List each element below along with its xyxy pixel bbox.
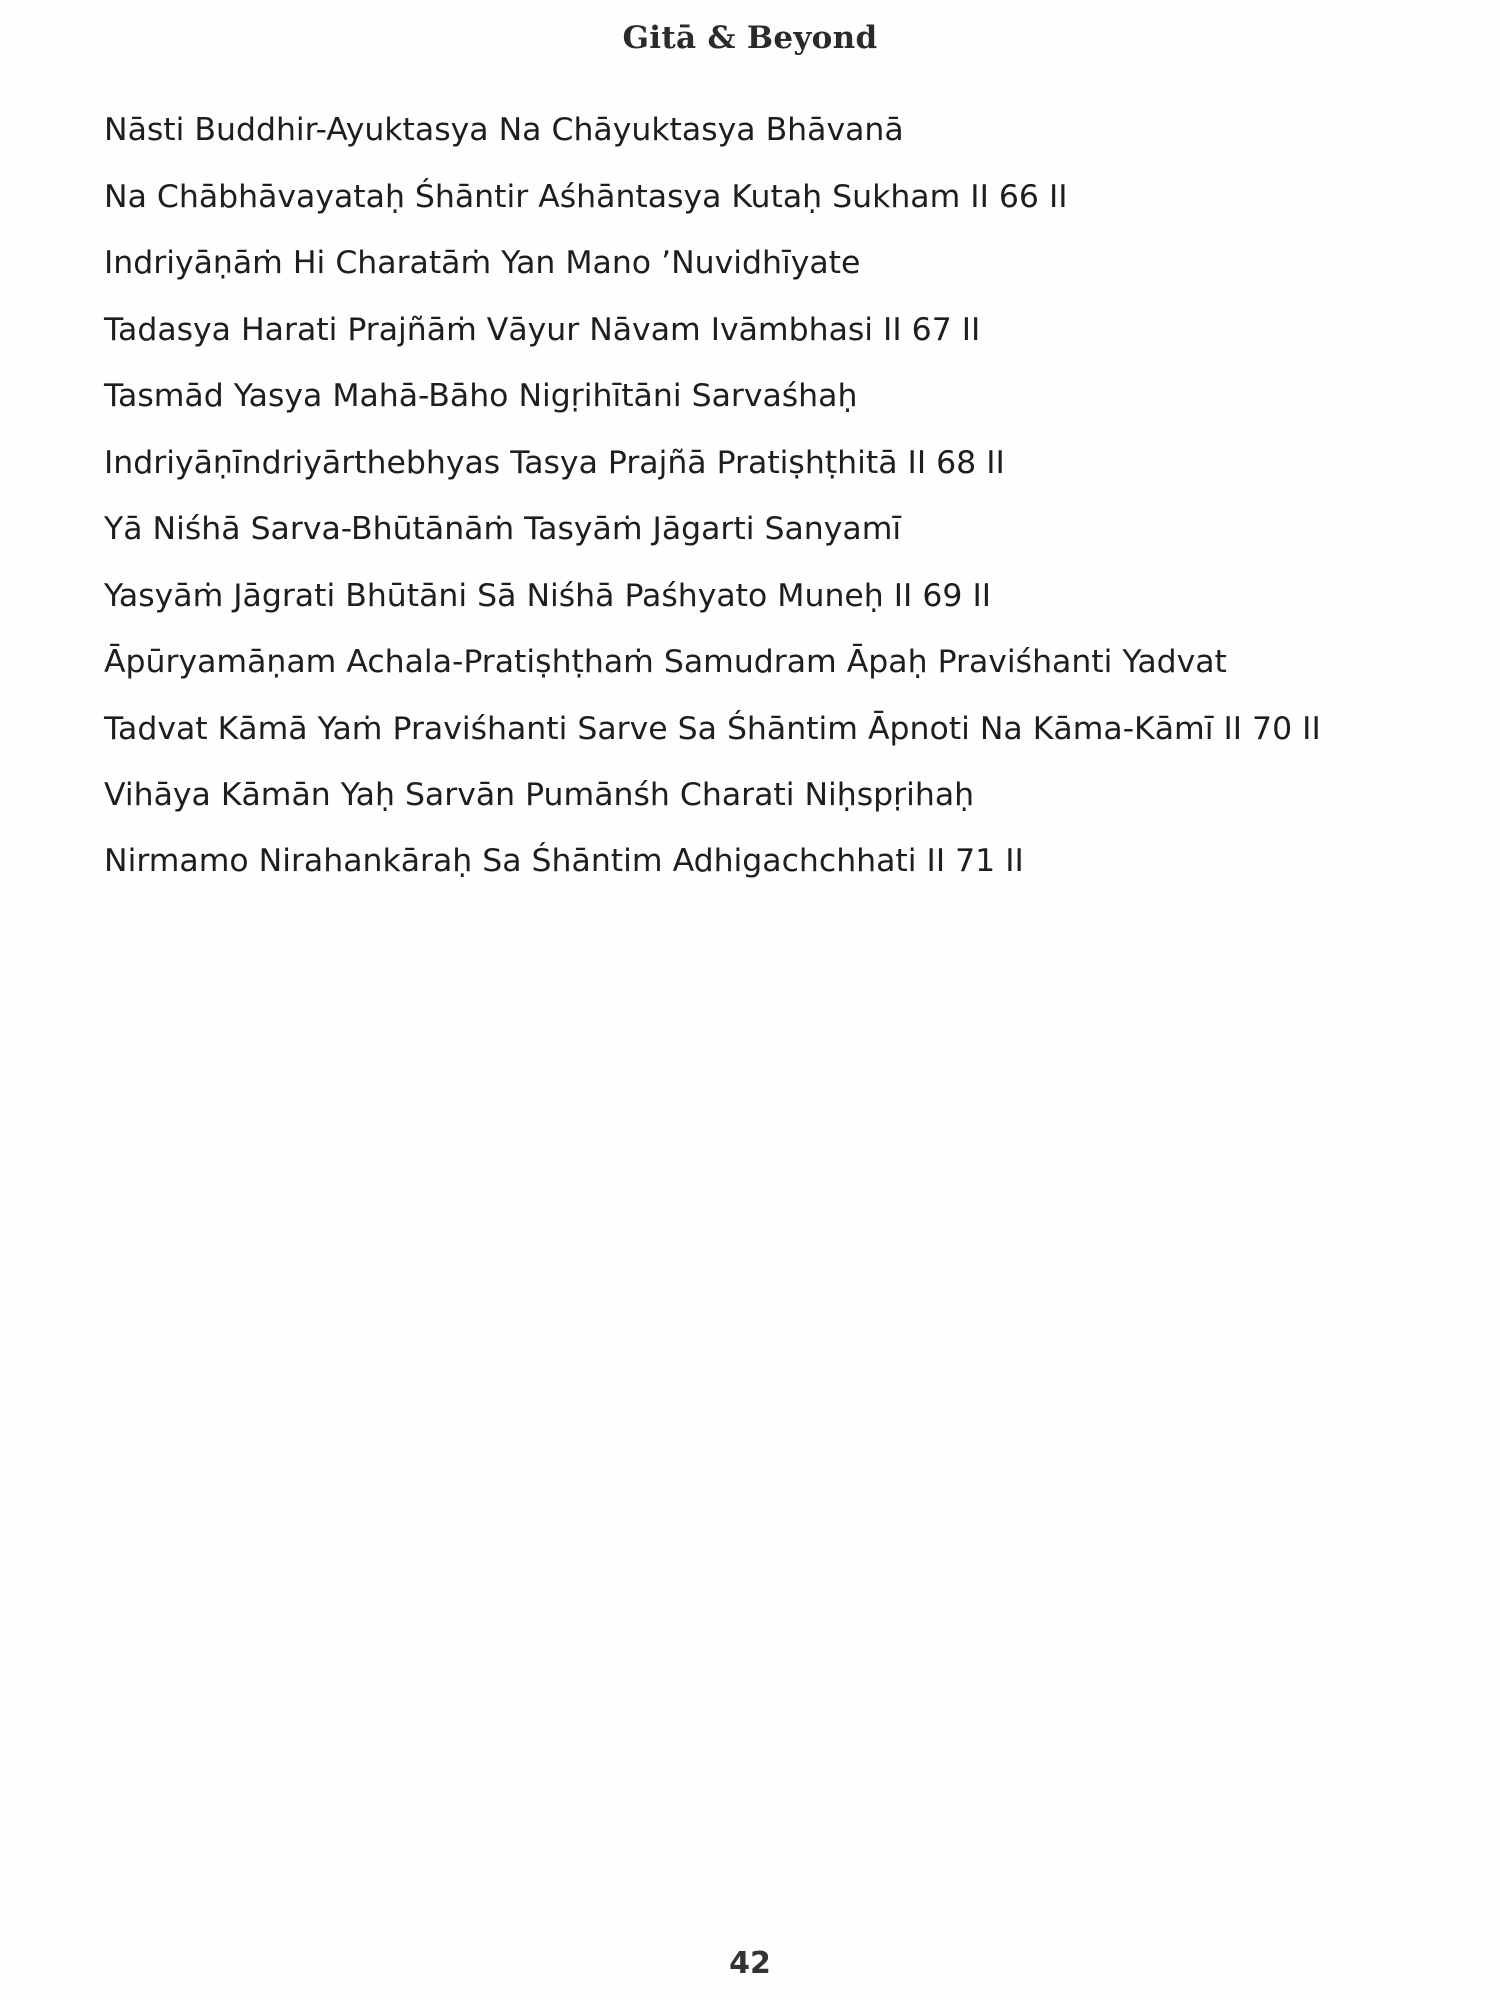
verse-line: Nirmamo Nirahankāraḥ Sa Śhāntim Adhigachchhati II 71 II [104, 843, 1024, 879]
verse-block [104, 104, 1404, 902]
verse-line: Āpūryamāṇam Achala-Pratiṣhṭhaṁ Samudram Āpaḥ Praviśhanti Yadvat [104, 644, 1227, 680]
verse-line: Indriyāṇāṁ Hi Charatāṁ Yan Mano ’Nuvidhīyate [104, 245, 861, 281]
verse-line: Tadasya Harati Prajñāṁ Vāyur Nāvam Ivāmbhasi II 67 II [104, 311, 981, 348]
verse-line: Vihāya Kāmān Yaḥ Sarvān Pumānśh Charati Niḥspṛihaḥ [104, 776, 975, 813]
running-head-title: Gitā & Beyond [622, 20, 878, 56]
verse-line: Nāsti Buddhir-Ayuktasya Na Chāyuktasya Bhāvanā [104, 112, 904, 148]
verse-line: Yā Niśhā Sarva-Bhūtānāṁ Tasyāṁ Jāgarti Sanyamī [104, 511, 902, 547]
page-number: 42 [729, 1946, 771, 1981]
verse-line: Yasyāṁ Jāgrati Bhūtāni Sā Niśhā Paśhyato Muneḥ II 69 II [104, 577, 992, 614]
verse-line: Tadvat Kāmā Yaṁ Praviśhanti Sarve Sa Śhāntim Āpnoti Na Kāma-Kāmī II 70 II [104, 710, 1321, 747]
verse-line: Na Chābhāvayataḥ Śhāntir Aśhāntasya Kutaḥ Sukham II 66 II [104, 178, 1068, 215]
verse-line: Indriyāṇīndriyārthebhyas Tasya Prajñā Pratiṣhṭhitā II 68 II [104, 444, 1005, 481]
verse-line: Tasmād Yasya Mahā-Bāho Nigṛihītāni Sarvaśhaḥ [104, 378, 858, 414]
